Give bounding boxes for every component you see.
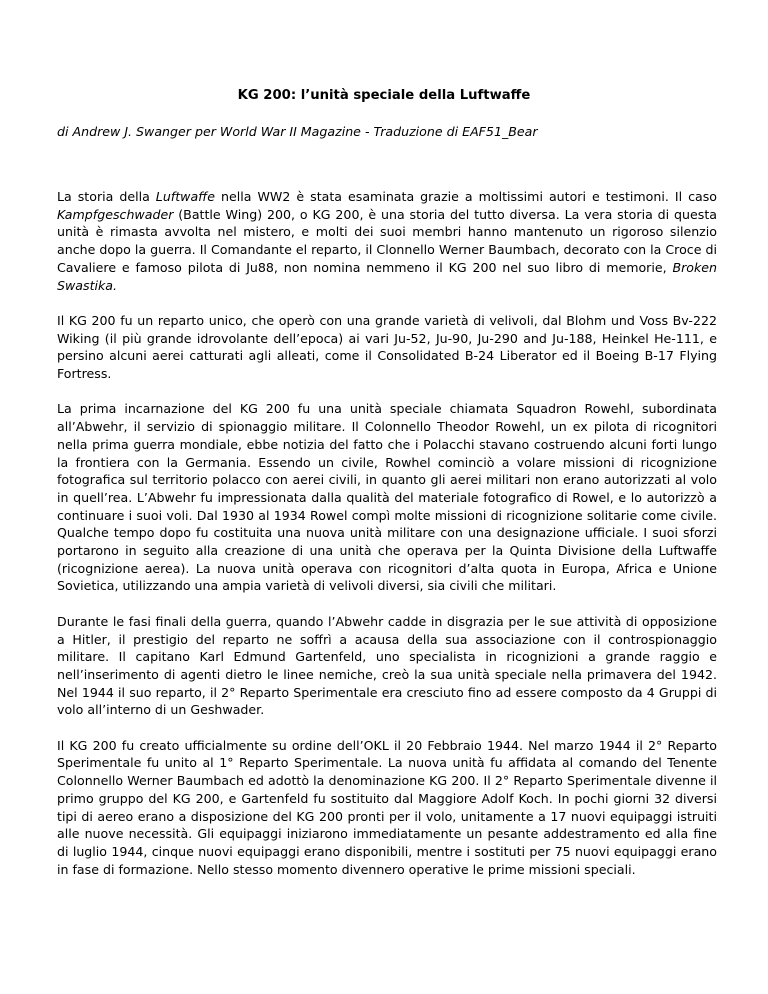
book-title: Broken Swastika. (57, 259, 717, 293)
page-title: KG 200: l’unità speciale della Luftwaffe (237, 88, 531, 103)
paragraph-1-text-a: La storia della (57, 189, 156, 204)
paragraph-3: La prima incarnazione del KG 200 fu una unità speciale chiamata Squadron Rowehl, subordinata all’Abwehr, il servizio di spionaggio militare. Il Colonnello Theodor Rowehl, un ex pilota di ricognitori nella prima guerra mondiale, ebbe notizia del fatto che i Polacchi stavano costruendo alcuni forti lungo la frontiera con la Germania. Essendo un civile, Rowhel cominciò a volare missioni di ricognizione fotografica sul territorio polacco con aerei civili, in quanto gli aerei militari non erano autorizzati al volo in quell’rea. L’Abwehr fu impressionata dalla qualità del materiale fotografico di Rowel, e lo autorizzò a continuare i suoi voli. Dal 1930 al 1934 Rowel compì molte missioni di ricognizione solitarie come civile. Qualche tempo dopo fu costituita una nuova unità militare con una designazione ufficiale. I suoi sforzi portarono in seguito alla creazione di una unità che operava per la Quinta Divisione della Luftwaffe (ricognizione aerea). La nuova unità operava con ricognitori d’alta quota in Europa, Africa e Unione Sovietica, utilizzando una ampia varietà di velivoli diversi, sia civili che militari. (57, 401, 717, 594)
paragraph-4: Durante le fasi finali della guerra, quando l’Abwehr cadde in disgrazia per le sue attività di opposizione a Hitler, il prestigio del reparto ne soffrì a acausa della sua associazione con il controspionaggio militare. Il capitano Karl Edmund Gartenfeld, uno specialista in ricognizioni a grande raggio e nell’inserimento di agenti dietro le linee nemiche, creò la sua unità speciale nella primavera del 1942. Nel 1944 il suo reparto, il 2° Reparto Sperimentale era cresciuto fino ad essere composto da 4 Gruppi di volo all’interno di un Geshwader. (57, 613, 717, 718)
article-body (57, 188, 717, 896)
paragraph-1 (57, 188, 717, 294)
paragraph-1-text-b: nella WW2 è stata esaminata grazie a moltissimi autori e testimoni. Il caso (215, 189, 717, 204)
paragraph-5: Il KG 200 fu creato ufficialmente su ordine dell’OKL il 20 Febbraio 1944. Nel marzo 1944 il 2° Reparto Sperimentale fu unito al 1° Reparto Sperimentale. La nuova unità fu affidata al comando del Tenente Colonnello Werner Baumbach ed adottò la denominazione KG 200. Il 2° Reparto Sperimentale divenne il primo gruppo del KG 200, e Gartenfeld fu sostituito dal Maggiore Adolf Koch. In pochi giorni 32 diversi tipi di aereo erano a disposizione del KG 200 pronti per il volo, unitamente a 17 nuovi equipaggi istruiti alle nuove necessità. Gli equipaggi iniziarono immediatamente un pesante addestramento ed alla fine di luglio 1944, cinque nuovi equipaggi erano disponibili, mentre i sostituti per 75 nuovi equipaggi erano in fase di formazione. Nello stesso momento divennero operative le prime missioni speciali. (57, 737, 717, 877)
paragraph-1-text-c: (Battle Wing) 200, o KG 200, è una storia del tutto diversa. La vera storia di questa unità è rimasta avvolta nel mistero, e molti dei suoi membri hanno mantenuto un rigoroso silenzio anche dopo la guerra. Il Comandante el reparto, il Clonnello Werner Baumbach, decorato con la Croce di Cavaliere e famoso pilota di Ju88, non nomina nemmeno il KG 200 nel suo libro di memorie, (57, 206, 717, 275)
paragraph-2: Il KG 200 fu un reparto unico, che operò con una grande varietà di velivoli, dal Blohm und Voss Bv-222 Wiking (il più grande idrovolante dell’epoca) ai vari Ju-52, Ju-90, Ju-290 and Ju-188, Heinkel He-111, e persino alcuni aerei catturati agli alleati, come il Consolidated B-24 Liberator ed il Boeing B-17 Flying Fortress. (57, 312, 717, 382)
kampfgeschwader-term: Kampfgeschwader (57, 206, 174, 222)
byline: di Andrew J. Swanger per World War II Magazine - Traduzione di EAF51_Bear (57, 124, 538, 139)
luftwaffe-term: Luftwaffe (155, 189, 216, 204)
